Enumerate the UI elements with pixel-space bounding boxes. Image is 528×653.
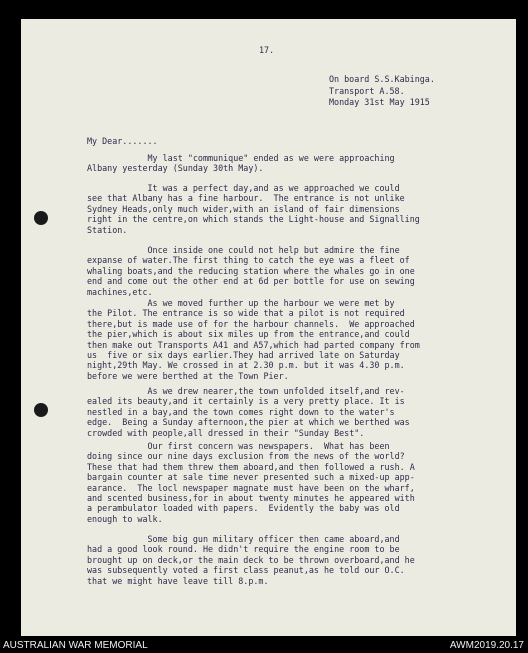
paragraph-7: Some big gun military officer then came aboard,and had a good look round. He didn't require the engine room to be brought up on deck,or the main deck to be thrown overboard,and he was subsequently voted a first class peanut,as he told our O.C. that we might have leave till 8.p.m. [87, 534, 415, 586]
paragraph-6: Our first concern was newspapers. What has been doing since our nine days exclusion from the news of the world? These that had them threw them aboard,and then followed a rush. A bargain counter at sale time never presented such a mixed-up app- earance. The locl newspaper magnate must have been on the wharf, and scented business,for in about twenty minutes he appeared with a perambulator loaded with papers. Evidently the baby was old enough to walk. [87, 441, 415, 524]
paragraph-2: It was a perfect day,and as we approached we could see that Albany has a fine harbour. The entrance is not unlike Sydney Heads,only much wider,with an island of fair dimensions right in the centre,on which stands the Light-house and Signalling Station. [87, 183, 420, 235]
letter-page [21, 19, 516, 636]
paragraph-4: As we moved further up the harbour we were met by the Pilot. The entrance is so wide that a pilot is not required there,but is made use of for the harbour channels. We approached the pier,which is about six miles up from the entrance,and could then make out Transports A41 and A57,which had parted company from us five or six days earlier.They had arrived late on Saturday night,29th May. We crossed in at 2.30 p.m. but it was 4.30 p.m. before we were berthed at the Town Pier. [87, 298, 420, 381]
footer-institution: AUSTRALIAN WAR MEMORIAL [3, 640, 148, 651]
paragraph-1: My last "communique" ended as we were approaching Albany yesterday (Sunday 30th May). [87, 153, 395, 174]
salutation: My Dear....... [87, 136, 158, 146]
footer-accession-number: AWM2019.20.17 [449, 640, 524, 651]
paragraph-5: As we drew nearer,the town unfolded itself,and rev- ealed its beauty,and it certainly is a very pretty place. It is nestled in a bay,and the town comes right down to the water's edge. Being a Sunday afternoon,the pier at which we berthed was crowded with people,all dressed in their "Sunday Best". [87, 386, 410, 438]
punch-hole-top [34, 211, 48, 225]
paragraph-3: Once inside one could not help but admire the fine expanse of water.The first thing to catch the eye was a fleet of whaling boats,and the reducing station where the whales go in one end and come out the other end at 6d per bottle for use on sewing machines,etc. [87, 245, 415, 297]
letter-header: On board S.S.Kabinga. Transport A.58. Monday 31st May 1915 [329, 74, 435, 107]
page-number: 17. [259, 45, 275, 55]
punch-hole-bottom [34, 403, 48, 417]
